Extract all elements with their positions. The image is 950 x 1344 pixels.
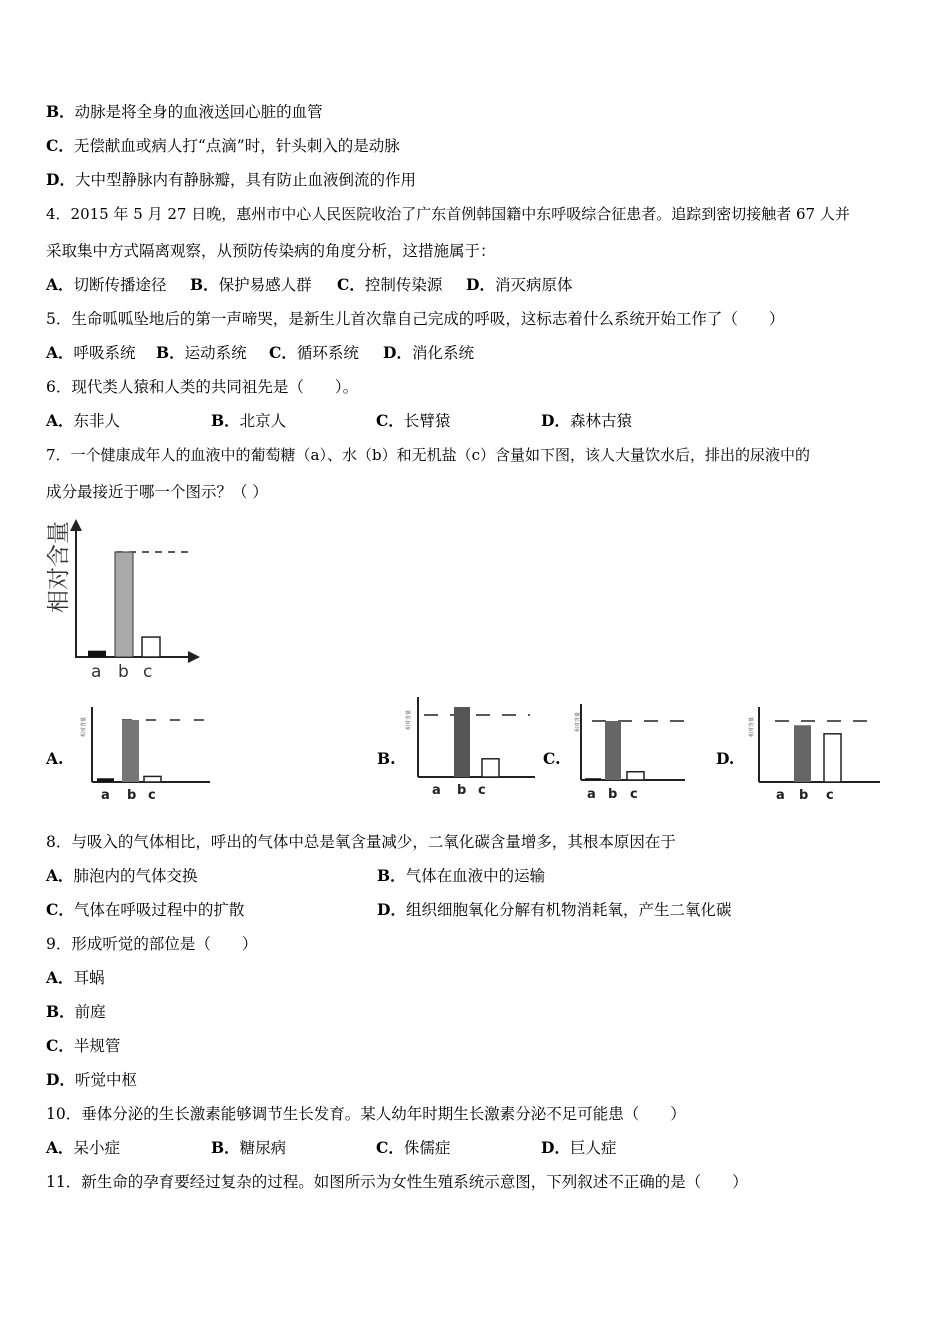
q7-main-chart [40, 515, 205, 685]
a-bar-c [144, 776, 161, 782]
q4-option-c: C．控制传染源 [337, 275, 443, 294]
a-tick-a: a [101, 788, 110, 803]
q3-option-c: C．无偿献血或病人打“点滴”时，针头刺入的是动脉 [46, 136, 400, 155]
q7-option-b-label: B. [377, 749, 396, 768]
q6-stem: 6．现代类人猿和人类的共同祖先是（ ）。 [46, 378, 359, 396]
main-bar-a [88, 651, 106, 657]
a-tick-c: c [148, 788, 156, 803]
q7-option-a-label: A. [46, 749, 64, 768]
c-ylabel: 相对含量 [575, 711, 581, 733]
q7-stem-line2: 成分最接近于哪一个图示？（ ） [46, 483, 268, 501]
a-bar-b [122, 720, 139, 782]
q4-option-a: A．切断传播途径 [46, 275, 167, 294]
a-bar-a [97, 778, 114, 782]
b-bar-b [454, 707, 470, 777]
main-tick-c: c [143, 662, 153, 682]
q10-option-d: D．巨人症 [541, 1138, 617, 1157]
d-ylabel: 相对含量 [749, 716, 755, 738]
q4-stem-line2: 采取集中方式隔离观察，从预防传染病的角度分析，这措施属于： [46, 242, 496, 260]
q8-option-c: C．气体在呼吸过程中的扩散 [46, 900, 245, 919]
q5-stem: 5．生命呱呱坠地后的第一声啼哭，是新生儿首次靠自己完成的呼吸，这标志着什么系统开始工作了（ ） [46, 310, 785, 328]
q11-stem: 11．新生命的孕育要经过复杂的过程。如图所示为女性生殖系统示意图，下列叙述不正确的是（ ） [46, 1173, 748, 1191]
main-ylabel: 相对含量 [46, 521, 72, 613]
d-bar-b [794, 725, 811, 782]
q5-option-c: C．循环系统 [269, 343, 359, 362]
q8-option-b: B．气体在血液中的运输 [377, 866, 546, 885]
q9-option-b: B．前庭 [46, 1002, 106, 1021]
d-tick-c: c [826, 788, 834, 803]
q10-option-b: B．糖尿病 [211, 1138, 287, 1157]
q9-option-a: A．耳蜗 [46, 968, 105, 987]
b-ylabel: 相对含量 [406, 709, 412, 731]
c-tick-b: b [608, 787, 618, 802]
q7-option-a-chart [75, 705, 220, 805]
q10-option-c: C．侏儒症 [376, 1138, 451, 1157]
q8-option-a: A．肺泡内的气体交换 [46, 866, 198, 885]
q7-option-d-label: D. [716, 749, 735, 768]
q7-option-c-chart [570, 700, 710, 805]
q8-stem: 8．与吸入的气体相比，呼出的气体中总是氧含量减少，二氧化碳含量增多，其根本原因在于 [46, 833, 676, 851]
q5-option-a: A．呼吸系统 [46, 343, 136, 362]
q7-stem-line1: 7．一个健康成年人的血液中的葡萄糖（a）、水（b）和无机盐（c）含量如下图，该人大量饮水后，排出的尿液中的 [46, 446, 810, 464]
q10-stem: 10．垂体分泌的生长激素能够调节生长发育。某人幼年时期生长激素分泌不足可能患（ ） [46, 1105, 686, 1123]
q6-option-c: C．长臂猿 [376, 411, 451, 430]
main-bar-b [115, 552, 133, 657]
q6-option-d: D．森林古猿 [541, 411, 632, 430]
c-tick-a: a [587, 787, 596, 802]
main-tick-a: a [91, 662, 102, 682]
q3-option-d: D．大中型静脉内有静脉瓣，具有防止血液倒流的作用 [46, 170, 416, 189]
b-bar-c [482, 759, 499, 777]
main-bar-c [142, 637, 160, 657]
d-tick-a: a [776, 788, 785, 803]
q9-option-c: C．半规管 [46, 1036, 121, 1055]
q7-option-b-chart [400, 692, 545, 802]
q6-option-b: B．北京人 [211, 411, 287, 430]
q8-option-d: D．组织细胞氧化分解有机物消耗氧，产生二氧化碳 [377, 900, 732, 919]
a-ylabel: 相对含量 [81, 716, 87, 738]
c-bar-a [585, 778, 601, 780]
d-bar-c [824, 734, 841, 782]
d-tick-b: b [799, 788, 809, 803]
q4-option-d: D．消灭病原体 [466, 275, 573, 294]
q10-option-a: A．呆小症 [46, 1138, 121, 1157]
c-bar-b [605, 721, 621, 780]
q9-stem: 9．形成听觉的部位是（ ） [46, 935, 258, 953]
c-tick-c: c [630, 787, 638, 802]
q5-option-d: D．消化系统 [383, 343, 474, 362]
q3-option-b: B．动脉是将全身的血液送回心脏的血管 [46, 102, 323, 121]
q7-option-d-chart [745, 705, 890, 805]
c-bar-c [627, 772, 644, 780]
q4-stem-line1: 4．2015 年 5 月 27 日晚，惠州市中心人民医院收治了广东首例韩国籍中东呼吸综合征患者。追踪到密切接触者 67 人并 [46, 205, 850, 223]
q4-option-b: B．保护易感人群 [190, 275, 312, 294]
q5-option-b: B．运动系统 [156, 343, 247, 362]
q7-option-c-label: C. [543, 749, 561, 768]
a-tick-b: b [127, 788, 137, 803]
main-tick-b: b [118, 662, 129, 682]
b-tick-b: b [457, 783, 467, 798]
q9-option-d: D．听觉中枢 [46, 1070, 137, 1089]
main-x-arrow [188, 651, 200, 663]
q6-option-a: A．东非人 [46, 411, 121, 430]
b-tick-c: c [478, 783, 486, 798]
b-tick-a: a [432, 783, 441, 798]
